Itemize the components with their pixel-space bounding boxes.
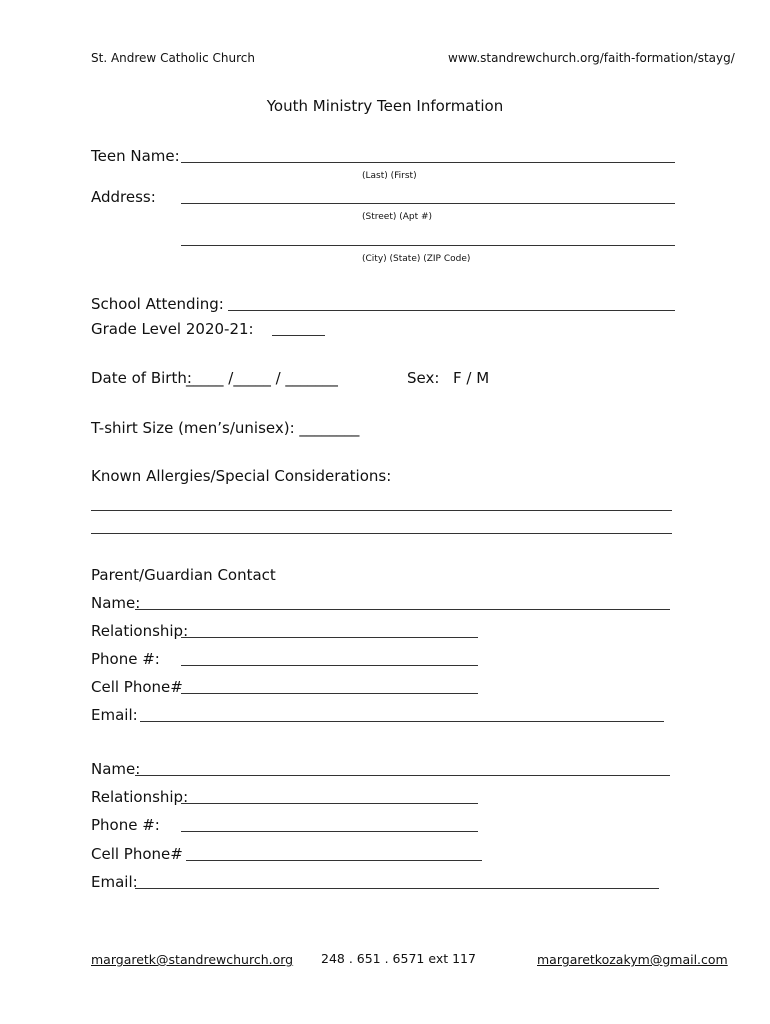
school-field[interactable] (228, 310, 675, 311)
contact1-relationship-field[interactable] (181, 637, 478, 638)
contact2-phone-label: Phone #: (91, 816, 160, 834)
teen-name-field[interactable] (181, 162, 675, 163)
contact2-phone-field[interactable] (181, 831, 478, 832)
contact1-relationship-label: Relationship: (91, 622, 189, 640)
contact1-name-field[interactable] (135, 609, 670, 610)
form-title: Youth Ministry Teen Information (266, 97, 504, 115)
school-label: School Attending: (91, 295, 224, 313)
sex-options[interactable]: F / M (453, 369, 490, 387)
dob-label: Date of Birth: (91, 369, 192, 387)
contact1-email-field[interactable] (140, 721, 664, 722)
allergies-label: Known Allergies/Special Considerations: (91, 467, 392, 485)
contact2-relationship-field[interactable] (181, 803, 478, 804)
footer-phone: 248 . 651 . 6571 ext 117 (321, 951, 476, 966)
contact1-name-label: Name: (91, 594, 141, 612)
allergies-line-1[interactable] (91, 510, 672, 511)
contact2-name-field[interactable] (135, 775, 670, 776)
teen-name-label: Teen Name: (91, 147, 180, 165)
contact2-name-label: Name: (91, 760, 141, 778)
church-url: www.standrewchurch.org/faith-formation/stayg/ (448, 51, 735, 65)
address-label: Address: (91, 188, 156, 206)
allergies-line-2[interactable] (91, 533, 672, 534)
sex-label: Sex: (407, 369, 440, 387)
contact2-email-field[interactable] (135, 888, 659, 889)
footer-email-church[interactable]: margaretk@standrewchurch.org (91, 952, 294, 967)
contact1-phone-field[interactable] (181, 665, 478, 666)
contact1-phone-label: Phone #: (91, 650, 160, 668)
contact2-relationship-label: Relationship: (91, 788, 189, 806)
footer-email-personal[interactable]: margaretkozakym@gmail.com (537, 952, 728, 967)
contact1-cell-label: Cell Phone# (91, 678, 183, 696)
grade-field[interactable] (272, 335, 325, 336)
tshirt-label[interactable]: T-shirt Size (men’s/unisex): ________ (91, 419, 360, 437)
contact1-email-label: Email: (91, 706, 138, 724)
grade-label: Grade Level 2020-21: (91, 320, 254, 338)
city-hint: (City) (State) (ZIP Code) (362, 254, 471, 264)
contact2-cell-label: Cell Phone# (91, 845, 183, 863)
teen-name-hint: (Last) (First) (362, 171, 417, 181)
parent-heading: Parent/Guardian Contact (91, 566, 276, 584)
contact2-cell-field[interactable] (186, 860, 482, 861)
contact2-email-label: Email: (91, 873, 138, 891)
street-field[interactable] (181, 203, 675, 204)
street-hint: (Street) (Apt #) (362, 212, 433, 222)
dob-field[interactable]: _____ /_____ / _______ (186, 369, 338, 387)
city-field[interactable] (181, 245, 675, 246)
church-name: St. Andrew Catholic Church (91, 51, 255, 65)
contact1-cell-field[interactable] (181, 693, 478, 694)
